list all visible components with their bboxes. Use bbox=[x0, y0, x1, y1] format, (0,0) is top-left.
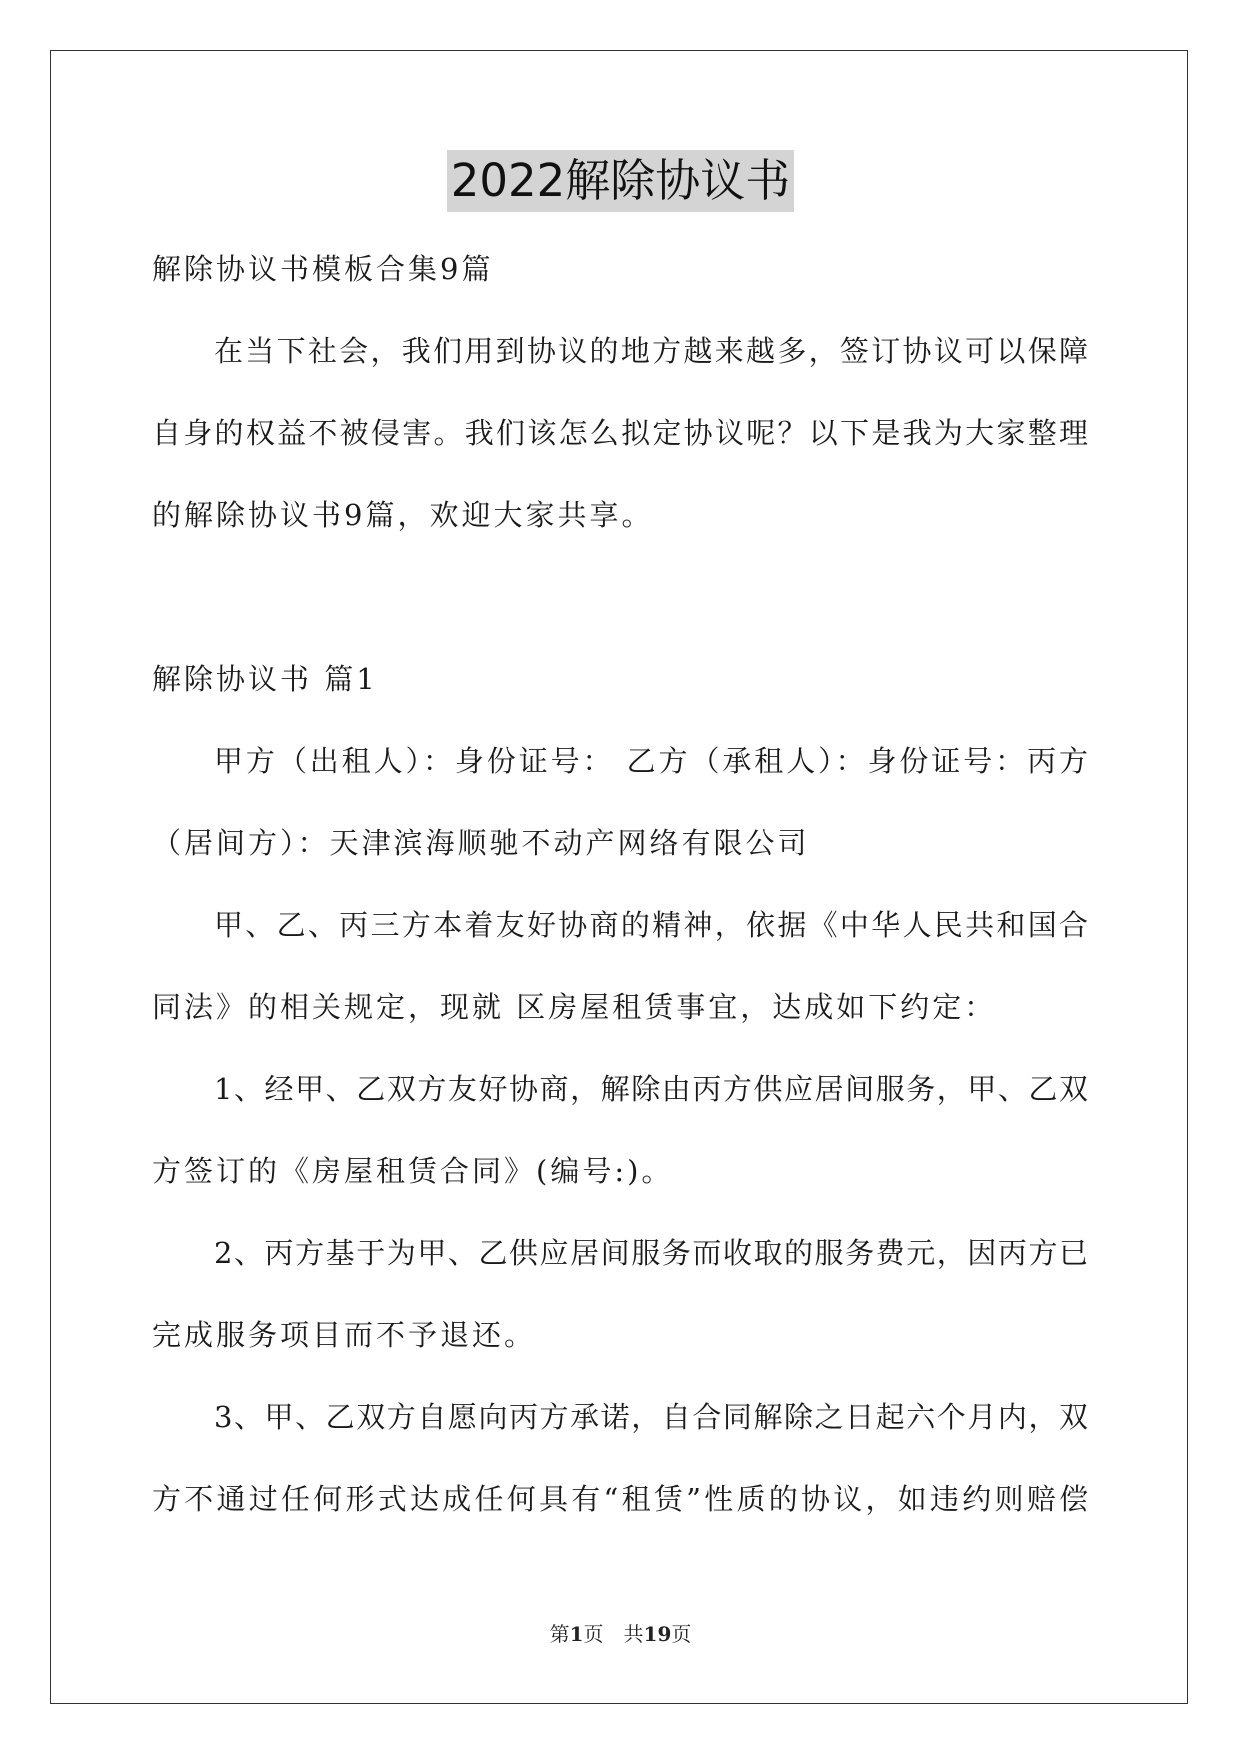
footer-page-total: 19 bbox=[643, 1622, 672, 1646]
paragraph-line: 2、丙方基于为甲、乙供应居间服务而收取的服务费元，因丙方已 bbox=[214, 1236, 1088, 1270]
footer-page-suffix: 页 bbox=[671, 1622, 692, 1646]
page-footer bbox=[0, 1618, 1241, 1647]
footer-page-prefix: 第 bbox=[549, 1622, 570, 1646]
subtitle-line: 解除协议书模板合集9篇 bbox=[152, 252, 494, 286]
document-title: 2022解除协议书 bbox=[447, 150, 795, 212]
paragraph-line: 3、甲、乙双方自愿向丙方承诺，自合同解除之日起六个月内，双 bbox=[214, 1400, 1088, 1434]
footer-page-number: 1 bbox=[569, 1622, 584, 1646]
footer-page-mid: 页 共 bbox=[583, 1622, 644, 1646]
paragraph-line: 甲、乙、丙三方本着友好协商的精神，依据《中华人民共和国合 bbox=[214, 908, 1088, 942]
paragraph-line: （居间方）：天津滨海顺驰不动产网络有限公司 bbox=[152, 826, 810, 860]
title-container bbox=[0, 150, 1241, 212]
blank-line bbox=[152, 556, 1088, 638]
paragraph-line: 甲方（出租人）：身份证号： 乙方（承租人）：身份证号：丙方 bbox=[214, 744, 1088, 778]
paragraph-line: 同法》的相关规定，现就 区房屋租赁事宜，达成如下约定： bbox=[152, 990, 997, 1024]
paragraph-line: 方签订的《房屋租赁合同》(编号:)。 bbox=[152, 1154, 674, 1188]
section-heading: 解除协议书 篇1 bbox=[152, 662, 378, 696]
paragraph-line: 自身的权益不被侵害。我们该怎么拟定协议呢？以下是我为大家整理 bbox=[152, 416, 1088, 450]
paragraph-line: 完成服务项目而不予退还。 bbox=[152, 1318, 537, 1352]
document-body bbox=[152, 228, 1088, 1540]
paragraph-line: 的解除协议书9篇，欢迎大家共享。 bbox=[152, 498, 654, 532]
paragraph-line: 在当下社会，我们用到协议的地方越来越多，签订协议可以保障 bbox=[214, 334, 1088, 368]
paragraph-line: 1、经甲、乙双方友好协商，解除由丙方供应居间服务，甲、乙双 bbox=[214, 1072, 1088, 1106]
paragraph-line: 方不通过任何形式达成任何具有“租赁”性质的协议，如违约则赔偿 bbox=[152, 1482, 1088, 1516]
